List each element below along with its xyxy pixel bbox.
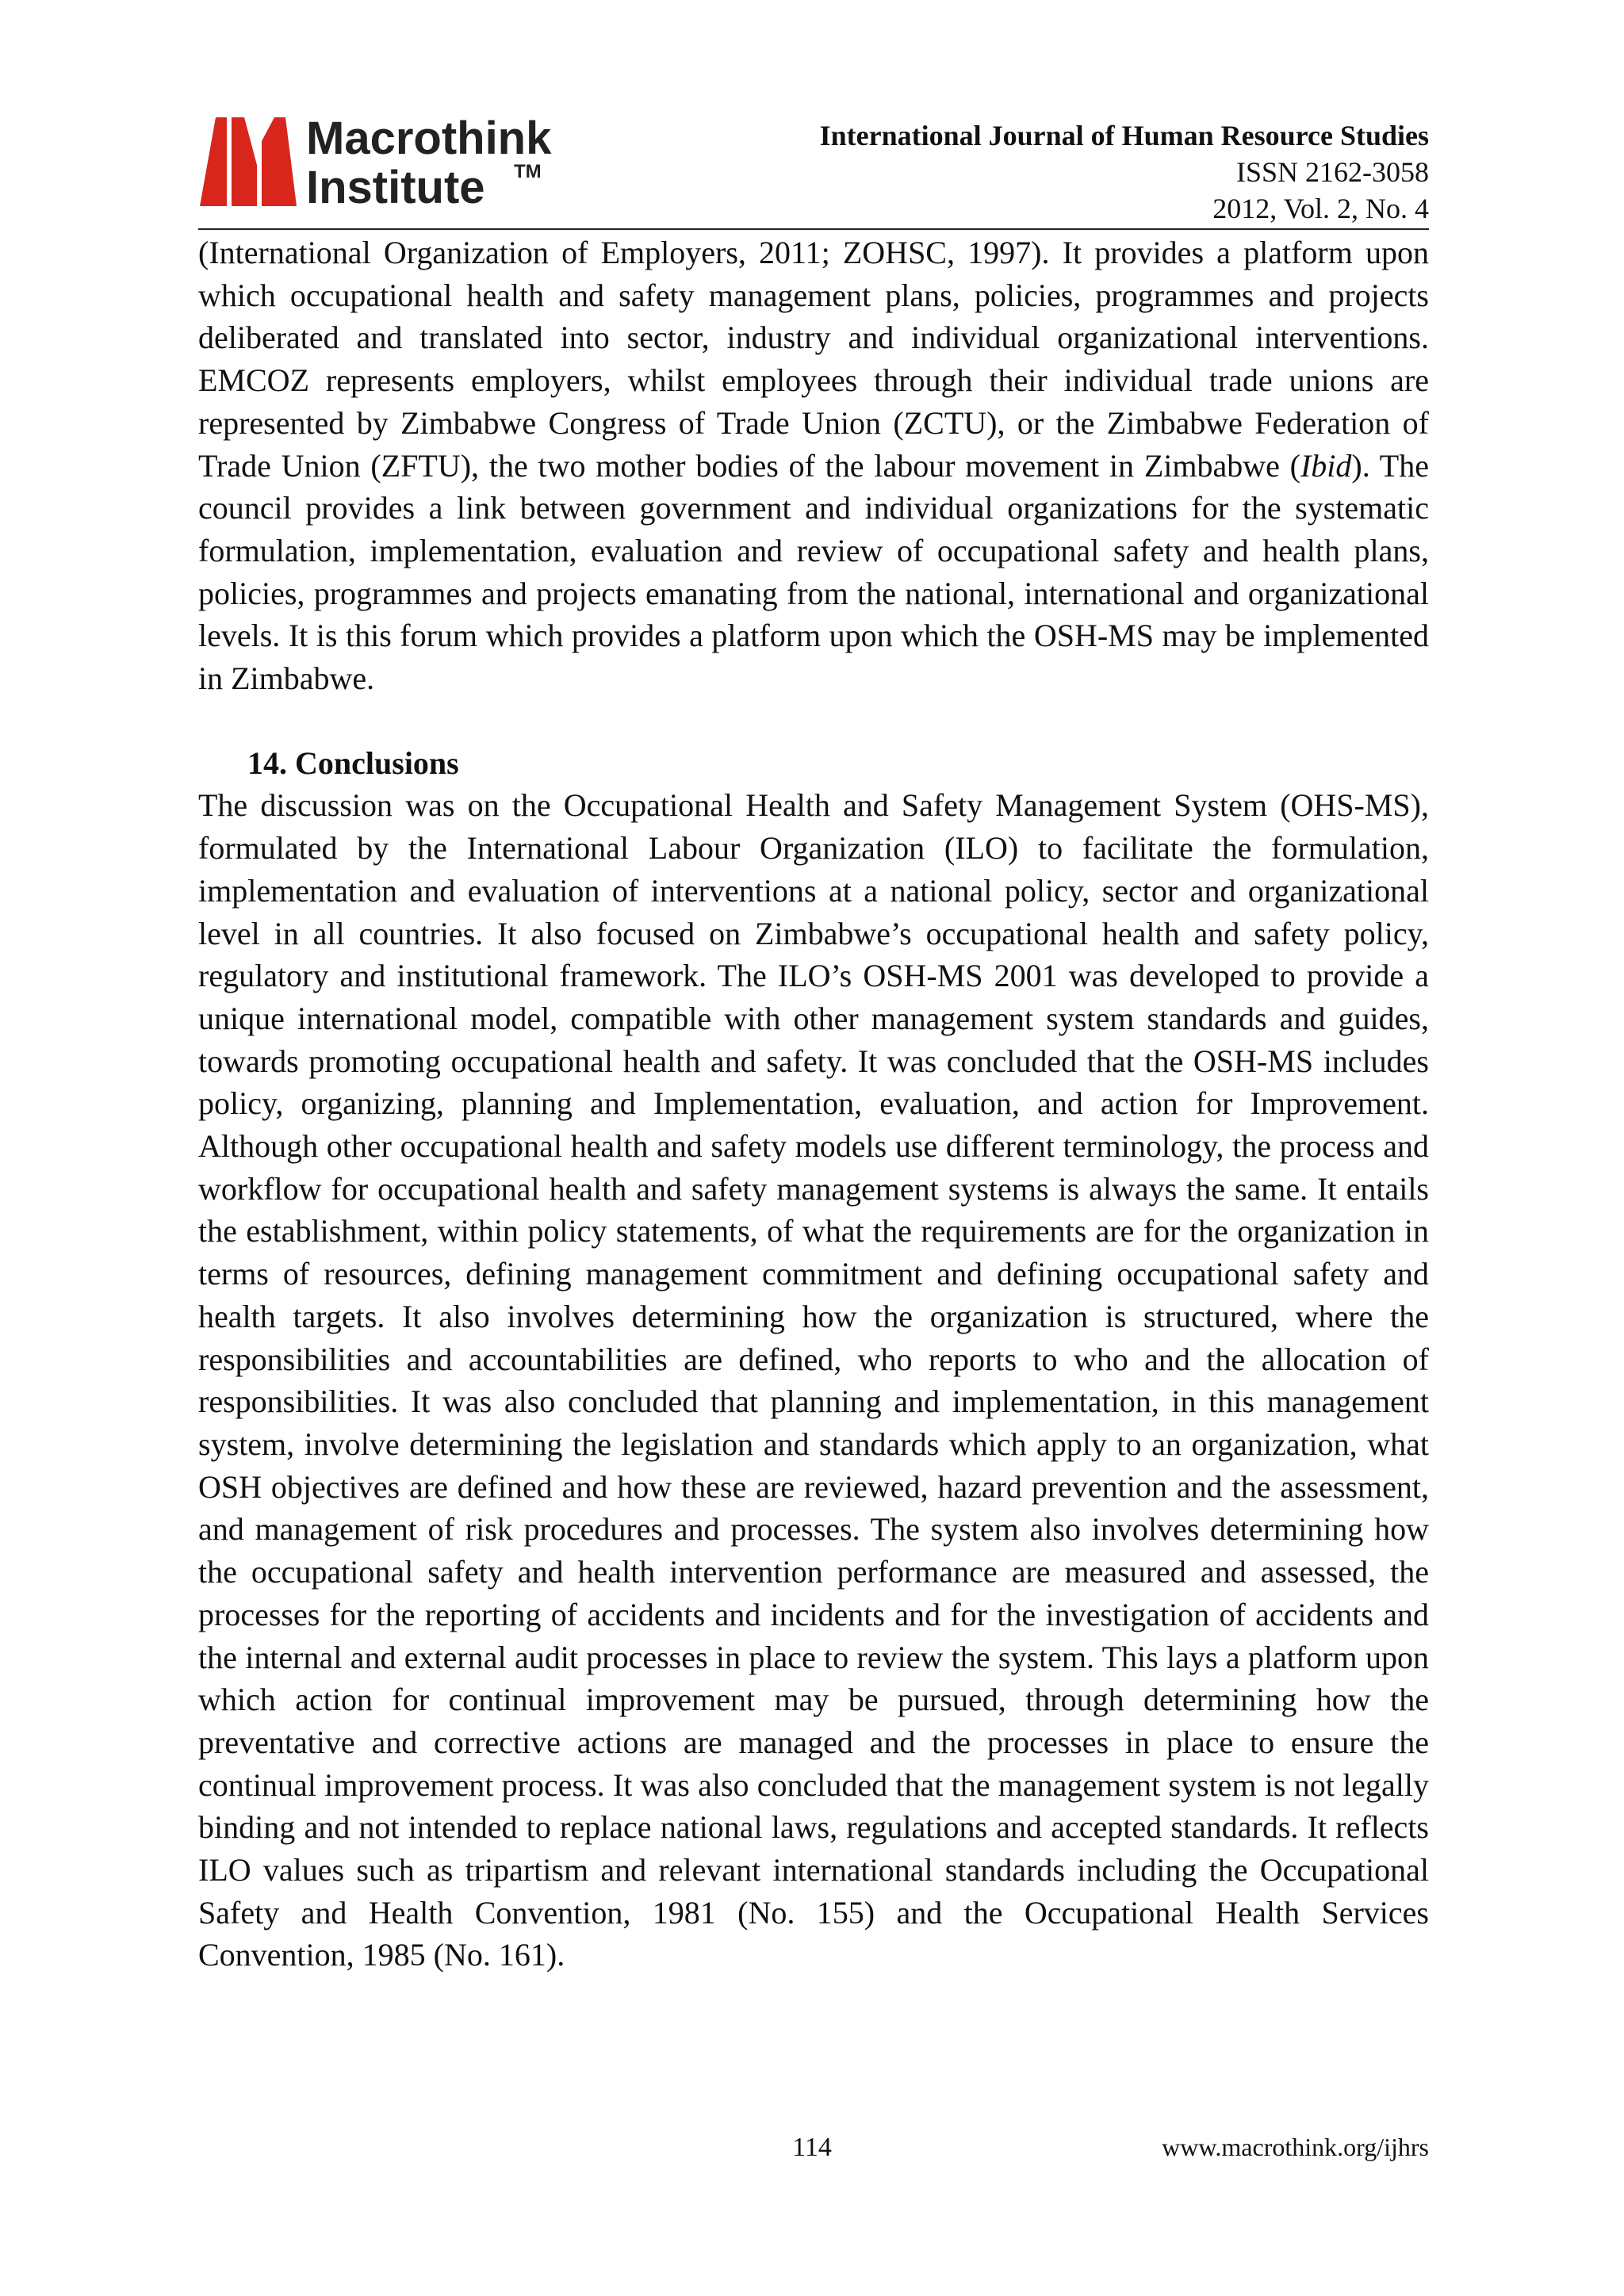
logo-mark-left-peak: [200, 117, 227, 206]
logo-line-1: Macrothink: [306, 113, 552, 164]
journal-url: www.macrothink.org/ijhrs: [1162, 2133, 1429, 2161]
header-divider: [198, 228, 1429, 230]
journal-volume: 2012, Vol. 2, No. 4: [1212, 193, 1429, 224]
journal-info: [715, 117, 1429, 227]
paragraph-conclusions: The discussion was on the Occupational Health and Safety Management System (OHS-MS), formulated by the International Labour Organization (ILO) to facilitate the formulation, implementation and evaluation of interventions at a national policy, sector and organizational level in all countries. It also focused on Zimbabwe’s occupational health and safety policy, regulatory and institutional framework. The ILO’s OSH-MS 2001 was developed to provide a unique international model, compatible with other management system standards and guides, towards promoting occupational health and safety. It was concluded that the OSH-MS includes policy, organizing, planning and Implementation, evaluation, and action for Improvement. Although other occupational health and safety models use different terminology, the process and workflow for occupational health and safety management systems is always the same. It entails the establishment, within policy statements, of what the requirements are for the organization in terms of resources, defining management commitment and defining occupational safety and health targets. It also involves determining how the organization is structured, where the responsibilities and accountabilities are defined, who reports to who and the allocation of responsibilities. It was also concluded that planning and implementation, in this management system, involve determining the legislation and standards which apply to an organization, what OSH objectives are defined and how these are reviewed, hazard prevention and the assessment, and management of risk procedures and processes. The system also involves determining how the occupational safety and health intervention performance are measured and assessed, the processes for the reporting of accidents and incidents and for the investigation of accidents and the internal and external audit processes in place to review the system. This lays a platform upon which action for continual improvement may be pursued, through determining how the preventative and corrective actions are managed and the processes in place to ensure the continual improvement process. It was also concluded that the management system is not legally binding and not intended to replace national laws, regulations and accepted standards. It reflects ILO values such as tripartism and relevant international standards including the Occupational Safety and Health Convention, 1981 (No. 155) and the Occupational Health Services Convention, 1985 (No. 161).: [198, 787, 1429, 1973]
logo-line-2: Institute: [306, 162, 485, 212]
citation-ibid: Ibid: [1300, 447, 1352, 484]
macrothink-logo-icon: [198, 109, 611, 212]
logo-mark-right-peak: [262, 117, 297, 206]
logo-trademark: TM: [514, 161, 542, 182]
publisher-logo: [198, 109, 611, 212]
paragraph-council-text-end: ). The council provides a link between government and individual organizations for the systematic formulation, implementation, evaluation and review of occupational safety and health plans, policies, programmes and projects emanating from the national, international and organizational levels. It is this forum which provides a platform upon which the OSH-MS may be implemented in Zimbabwe.: [198, 447, 1429, 697]
paragraph-council: [198, 232, 1429, 700]
article-body: [198, 232, 1429, 1976]
page-number: 114: [792, 2133, 832, 2162]
logo-mark-middle-peak: [232, 117, 257, 206]
paragraph-council-text-start: (International Organization of Employers, 2011; ZOHSC, 1997). It provides a platform upon which occupational health and safety management plans, policies, programmes and projects deliberated and translated into sector, industry and individual organizational interventions. EMCOZ represents employers, whilst employees through their individual trade unions are represented by Zimbabwe Congress of Trade Union (ZCTU), or the Zimbabwe Federation of Trade Union (ZFTU), the two mother bodies of the labour movement in Zimbabwe (: [198, 235, 1429, 484]
journal-issn: ISSN 2162-3058: [1235, 156, 1429, 188]
journal-title: International Journal of Human Resource Studies: [819, 120, 1429, 151]
section-heading-conclusions: 14. Conclusions: [247, 744, 459, 781]
